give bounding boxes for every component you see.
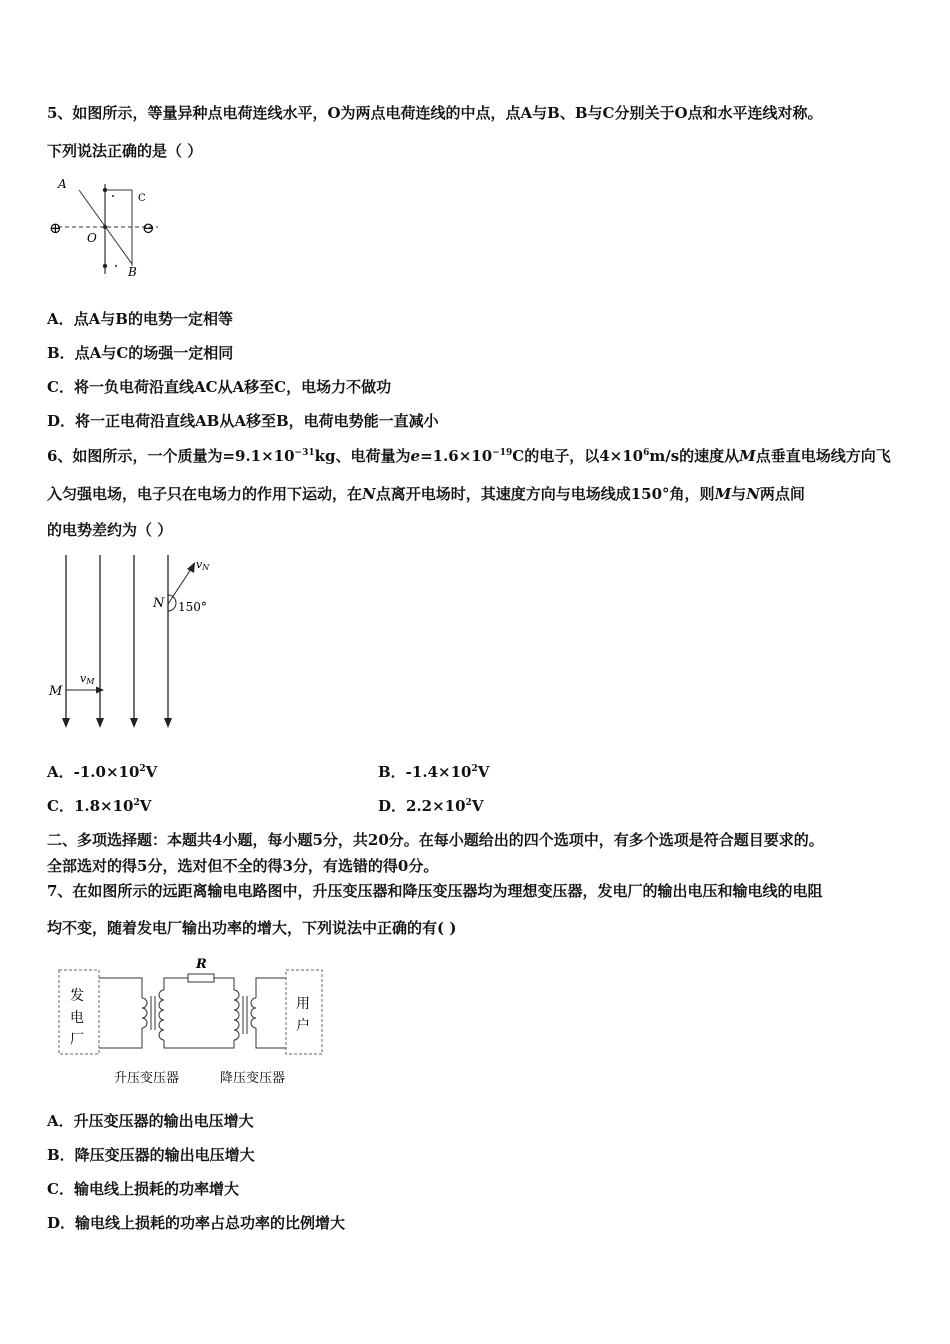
label-c: C [138, 193, 146, 204]
q6-option-c: C．$1.8\times 10^2V$ [47, 797, 152, 815]
q5-option-a: A．点A与B的电势一定相等 [47, 310, 233, 328]
positive-charge-icon: ⊕ [49, 219, 62, 237]
label-n: N [153, 596, 165, 611]
q7-transmission-figure [56, 954, 326, 1089]
q5-charge-figure [46, 176, 176, 286]
q5-stem-line1: 5、如图所示，等量异种点电荷连线水平，O为两点电荷连线的中点，点A与B、B与C分别关于O点和水平连线对称。 [47, 104, 823, 122]
user-label-1: 用 [296, 996, 310, 1012]
q7-option-b: B．降压变压器的输出电压增大 [47, 1146, 255, 1164]
q7-option-d: D．输电线上损耗的功率占总功率的比例增大 [47, 1214, 346, 1232]
label-vn: vN [196, 558, 210, 572]
q6-option-d: D．$2.2\times 10^2V$ [378, 797, 484, 815]
q5-option-c: C．将一负电荷沿直线AC从A移至C，电场力不做功 [47, 378, 392, 396]
q7-option-a: A．升压变压器的输出电压增大 [47, 1112, 254, 1130]
q6-field-figure [44, 552, 224, 732]
q6-stem-line1: 6、如图所示，一个质量为$=9.1\times 10^{-31}kg$、电荷量为$e=1.6\times 10^{-19}C$的电子，以$4\times 10^6m/s$的速度从M点垂直电场线方向飞 [47, 447, 891, 465]
q5-option-b: B．点A与C的场强一定相同 [47, 344, 234, 362]
q6-option-b: B．$-1.4\times 10^2V$ [378, 763, 490, 781]
plant-label-3: 厂 [70, 1032, 84, 1048]
label-b: B [128, 265, 137, 279]
user-label-2: 户 [296, 1018, 310, 1034]
q7-stem-line1: 7、在如图所示的远距离输电电路图中，升压变压器和降压变压器均为理想变压器，发电厂的输出电压和输电线的电阻 [47, 882, 823, 900]
section2-line2: 全部选对的得5分，选对但不全的得3分，有选错的得0分。 [47, 857, 439, 875]
negative-charge-icon: ⊖ [142, 219, 155, 237]
q6-option-a: A．$-1.0\times 10^2V$ [47, 763, 158, 781]
q6-stem-line2: 入匀强电场，电子只在电场力的作用下运动，在N点离开电场时，其速度方向与电场线成150°角，则M与N两点间 [47, 485, 805, 503]
q7-stem-line2: 均不变，随着发电厂输出功率的增大，下列说法中正确的有( ) [47, 919, 457, 937]
q5-stem-line2: 下列说法正确的是（ ） [47, 142, 203, 160]
plant-label-2: 电 [70, 1010, 84, 1026]
q6-stem-line3: 的电势差约为（ ） [47, 521, 173, 539]
label-vm: vM [80, 672, 95, 686]
section2-line1: 二、多项选择题：本题共4小题，每小题5分，共20分。在每小题给出的四个选项中，有多个选项是符合题目要求的。 [47, 831, 824, 849]
label-angle: 150° [178, 600, 207, 614]
label-o: O [87, 231, 97, 245]
q5-option-d: D．将一正电荷沿直线AB从A移至B，电荷电势能一直减小 [47, 412, 439, 430]
resistor-label: R [196, 957, 207, 972]
step-up-label: 升压变压器 [114, 1071, 180, 1086]
plant-label-1: 发 [70, 988, 84, 1004]
q7-option-c: C．输电线上损耗的功率增大 [47, 1180, 239, 1198]
step-down-label: 降压变压器 [220, 1071, 286, 1086]
label-m: M [49, 684, 63, 699]
label-a: A [58, 177, 67, 191]
